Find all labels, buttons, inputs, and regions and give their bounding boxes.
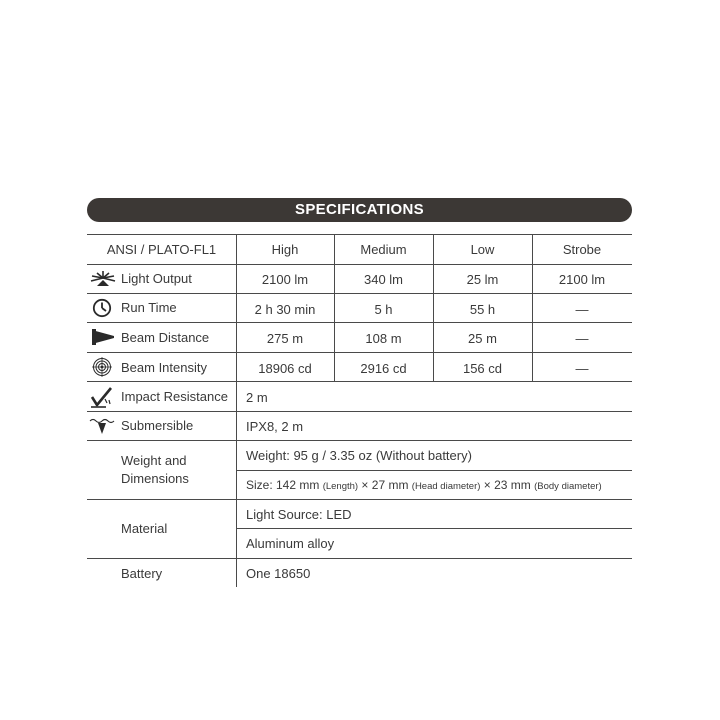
head-diameter-note: (Head diameter) xyxy=(411,481,481,492)
size-times-2: × 23 mm xyxy=(480,478,535,492)
run-time-low: 55 h xyxy=(469,302,496,317)
row-label-submersible: Submersible xyxy=(121,418,194,433)
row-label-beam-distance: Beam Distance xyxy=(121,330,210,345)
target-icon xyxy=(92,357,112,377)
impact-resistance-value: 2 m xyxy=(246,390,268,405)
length-note: (Length) xyxy=(322,481,359,492)
beam-distance-icon xyxy=(91,328,115,346)
row-divider xyxy=(87,234,632,235)
beam-intensity-high: 18906 cd xyxy=(258,361,312,376)
light-output-icon xyxy=(88,269,118,287)
weight-value: Weight: 95 g / 3.35 oz (Without battery) xyxy=(246,448,472,463)
beam-intensity-low: 156 cd xyxy=(462,361,503,376)
mode-header-low: Low xyxy=(470,242,495,257)
model-header: ANSI / PLATO-FL1 xyxy=(106,242,217,257)
beam-distance-high: 275 m xyxy=(266,331,304,346)
beam-intensity-strobe: — xyxy=(575,361,589,376)
size-times-1: × 27 mm xyxy=(358,478,412,492)
row-label-battery: Battery xyxy=(121,566,163,581)
submersible-value: IPX8, 2 m xyxy=(246,419,304,434)
light-source-value: Light Source: LED xyxy=(246,507,352,522)
mode-header-high: High xyxy=(271,242,299,257)
light-output-medium: 340 lm xyxy=(363,272,404,287)
row-divider xyxy=(87,411,632,412)
row-label-material: Material xyxy=(121,521,168,536)
row-divider xyxy=(87,558,632,559)
body-diameter-note: (Body diameter) xyxy=(534,481,602,492)
row-label-beam-intensity: Beam Intensity xyxy=(121,360,207,375)
row-label-impact-resistance: Impact Resistance xyxy=(121,389,228,404)
mode-header-strobe: Strobe xyxy=(562,242,602,257)
water-drop-icon xyxy=(89,416,115,436)
light-output-strobe: 2100 lm xyxy=(558,272,606,287)
row-divider xyxy=(87,322,632,323)
row-divider xyxy=(87,381,632,382)
row-divider xyxy=(236,528,632,529)
run-time-high: 2 h 30 min xyxy=(254,302,316,317)
row-label-weight-and: Weight and xyxy=(121,453,187,468)
beam-distance-strobe: — xyxy=(575,331,589,346)
row-divider xyxy=(87,440,632,441)
row-label-run-time: Run Time xyxy=(121,300,177,315)
body-material-value: Aluminum alloy xyxy=(246,536,335,551)
light-output-low: 25 lm xyxy=(466,272,499,287)
row-label-light-output: Light Output xyxy=(121,271,192,286)
beam-intensity-medium: 2916 cd xyxy=(360,361,407,376)
clock-icon xyxy=(92,298,112,318)
size-value xyxy=(246,478,602,492)
row-divider xyxy=(87,293,632,294)
light-output-high: 2100 lm xyxy=(261,272,309,287)
mode-header-medium: Medium xyxy=(360,242,407,257)
row-divider xyxy=(236,470,632,471)
beam-distance-medium: 108 m xyxy=(365,331,402,346)
beam-distance-low: 25 m xyxy=(468,331,497,346)
row-divider xyxy=(87,499,632,500)
specifications-title: SPECIFICATIONS xyxy=(87,198,632,222)
impact-icon xyxy=(90,386,114,408)
battery-value: One 18650 xyxy=(246,566,311,581)
row-divider xyxy=(87,264,632,265)
size-prefix: Size: 142 mm xyxy=(246,478,323,492)
run-time-medium: 5 h xyxy=(374,302,393,317)
row-label-dimensions: Dimensions xyxy=(121,471,189,486)
run-time-strobe: — xyxy=(575,302,589,317)
row-divider xyxy=(87,352,632,353)
